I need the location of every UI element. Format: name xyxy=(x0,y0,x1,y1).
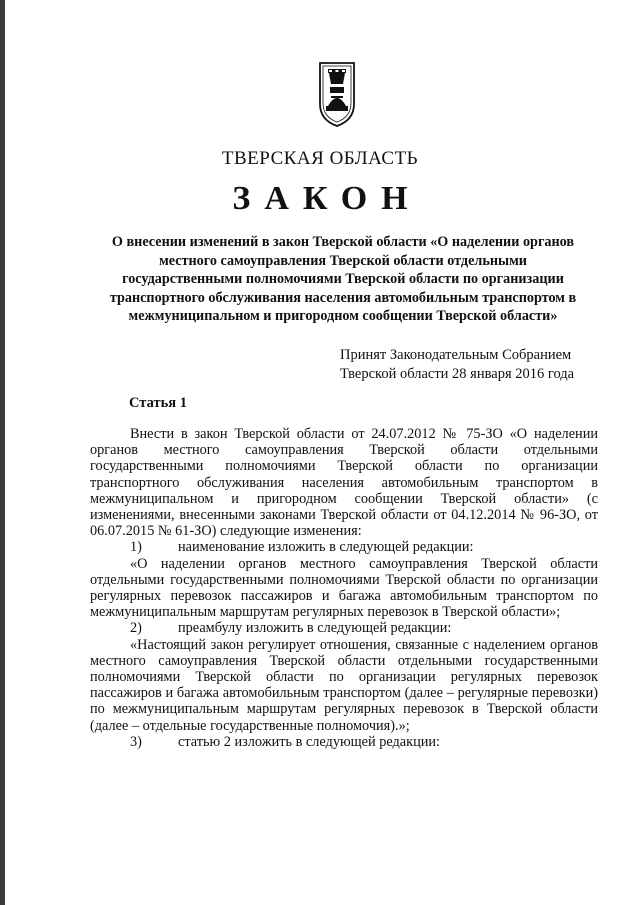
subject-line: транспортного обслуживания населения автомобильным транспортом в xyxy=(109,289,577,306)
list-item xyxy=(90,734,598,750)
item-number: 1) xyxy=(130,539,142,556)
subject-line: местного самоуправления Тверской области отдельными xyxy=(159,252,527,269)
item-number: 3) xyxy=(130,733,142,750)
item-text: статью 2 изложить в следующей редакции: xyxy=(178,733,441,750)
adoption-line: Тверской области 28 января 2016 года xyxy=(340,366,575,382)
adoption-line: Принят Законодательным Собранием xyxy=(340,347,572,363)
document-type: ЗАКОН xyxy=(232,180,422,217)
item-text: преамбулу изложить в следующей редакции: xyxy=(178,620,452,637)
law-subject xyxy=(88,233,598,326)
item-text: наименование изложить в следующей редакции: xyxy=(178,539,474,556)
quoted-title: «О наделении органов местного самоуправления Тверской области отдельными государственными полномочиями Тверской области по организации регулярных перевозок пассажиров и багажа автомобильным транспортом по межмуниципальным маршрутам регулярных перевозок в Тверской области»; xyxy=(90,555,598,621)
region-name: ТВЕРСКАЯ ОБЛАСТЬ xyxy=(221,148,419,169)
list-item xyxy=(90,620,598,636)
intro-paragraph: Внести в закон Тверской области от 24.07.2012 № 75-ЗО «О наделении органов местного самоуправления Тверской области отдельными государственными полномочиями Тверской области по организации транспортного обслуживания населения автомобильным транспортом в межмуниципальном и пригородном сообщении Тверской области» (с изменениями, внесенными законами Тверской области от 04.12.2014 № 96-ЗО, от 06.07.2015 № 61-ЗО) следующие изменения: xyxy=(90,426,598,540)
quoted-preamble: «Настоящий закон регулирует отношения, связанные с наделением органов местного самоуправления Тверской области отдельными государственными полномочиями Тверской области по организации регулярных перевозок пассажиров и багажа автомобильным транспортом (далее – регулярные перевозки) по межмуниципальным маршрутам регулярных перевозок в Тверской области (далее – отдельные государственные полномочия).»; xyxy=(90,636,598,734)
scan-edge xyxy=(0,0,5,905)
article-body xyxy=(90,426,598,750)
subject-line: государственными полномочиями Тверской области по организации xyxy=(122,271,564,288)
adoption-note xyxy=(340,346,574,384)
article-heading: Статья 1 xyxy=(129,395,187,411)
coat-of-arms-icon xyxy=(317,60,357,128)
subject-line: О внесении изменений в закон Тверской области «О наделении органов xyxy=(111,234,575,250)
item-number: 2) xyxy=(130,620,142,637)
list-item xyxy=(90,539,598,555)
subject-line: межмуниципальном и пригородном сообщении Тверской области» xyxy=(128,308,558,325)
